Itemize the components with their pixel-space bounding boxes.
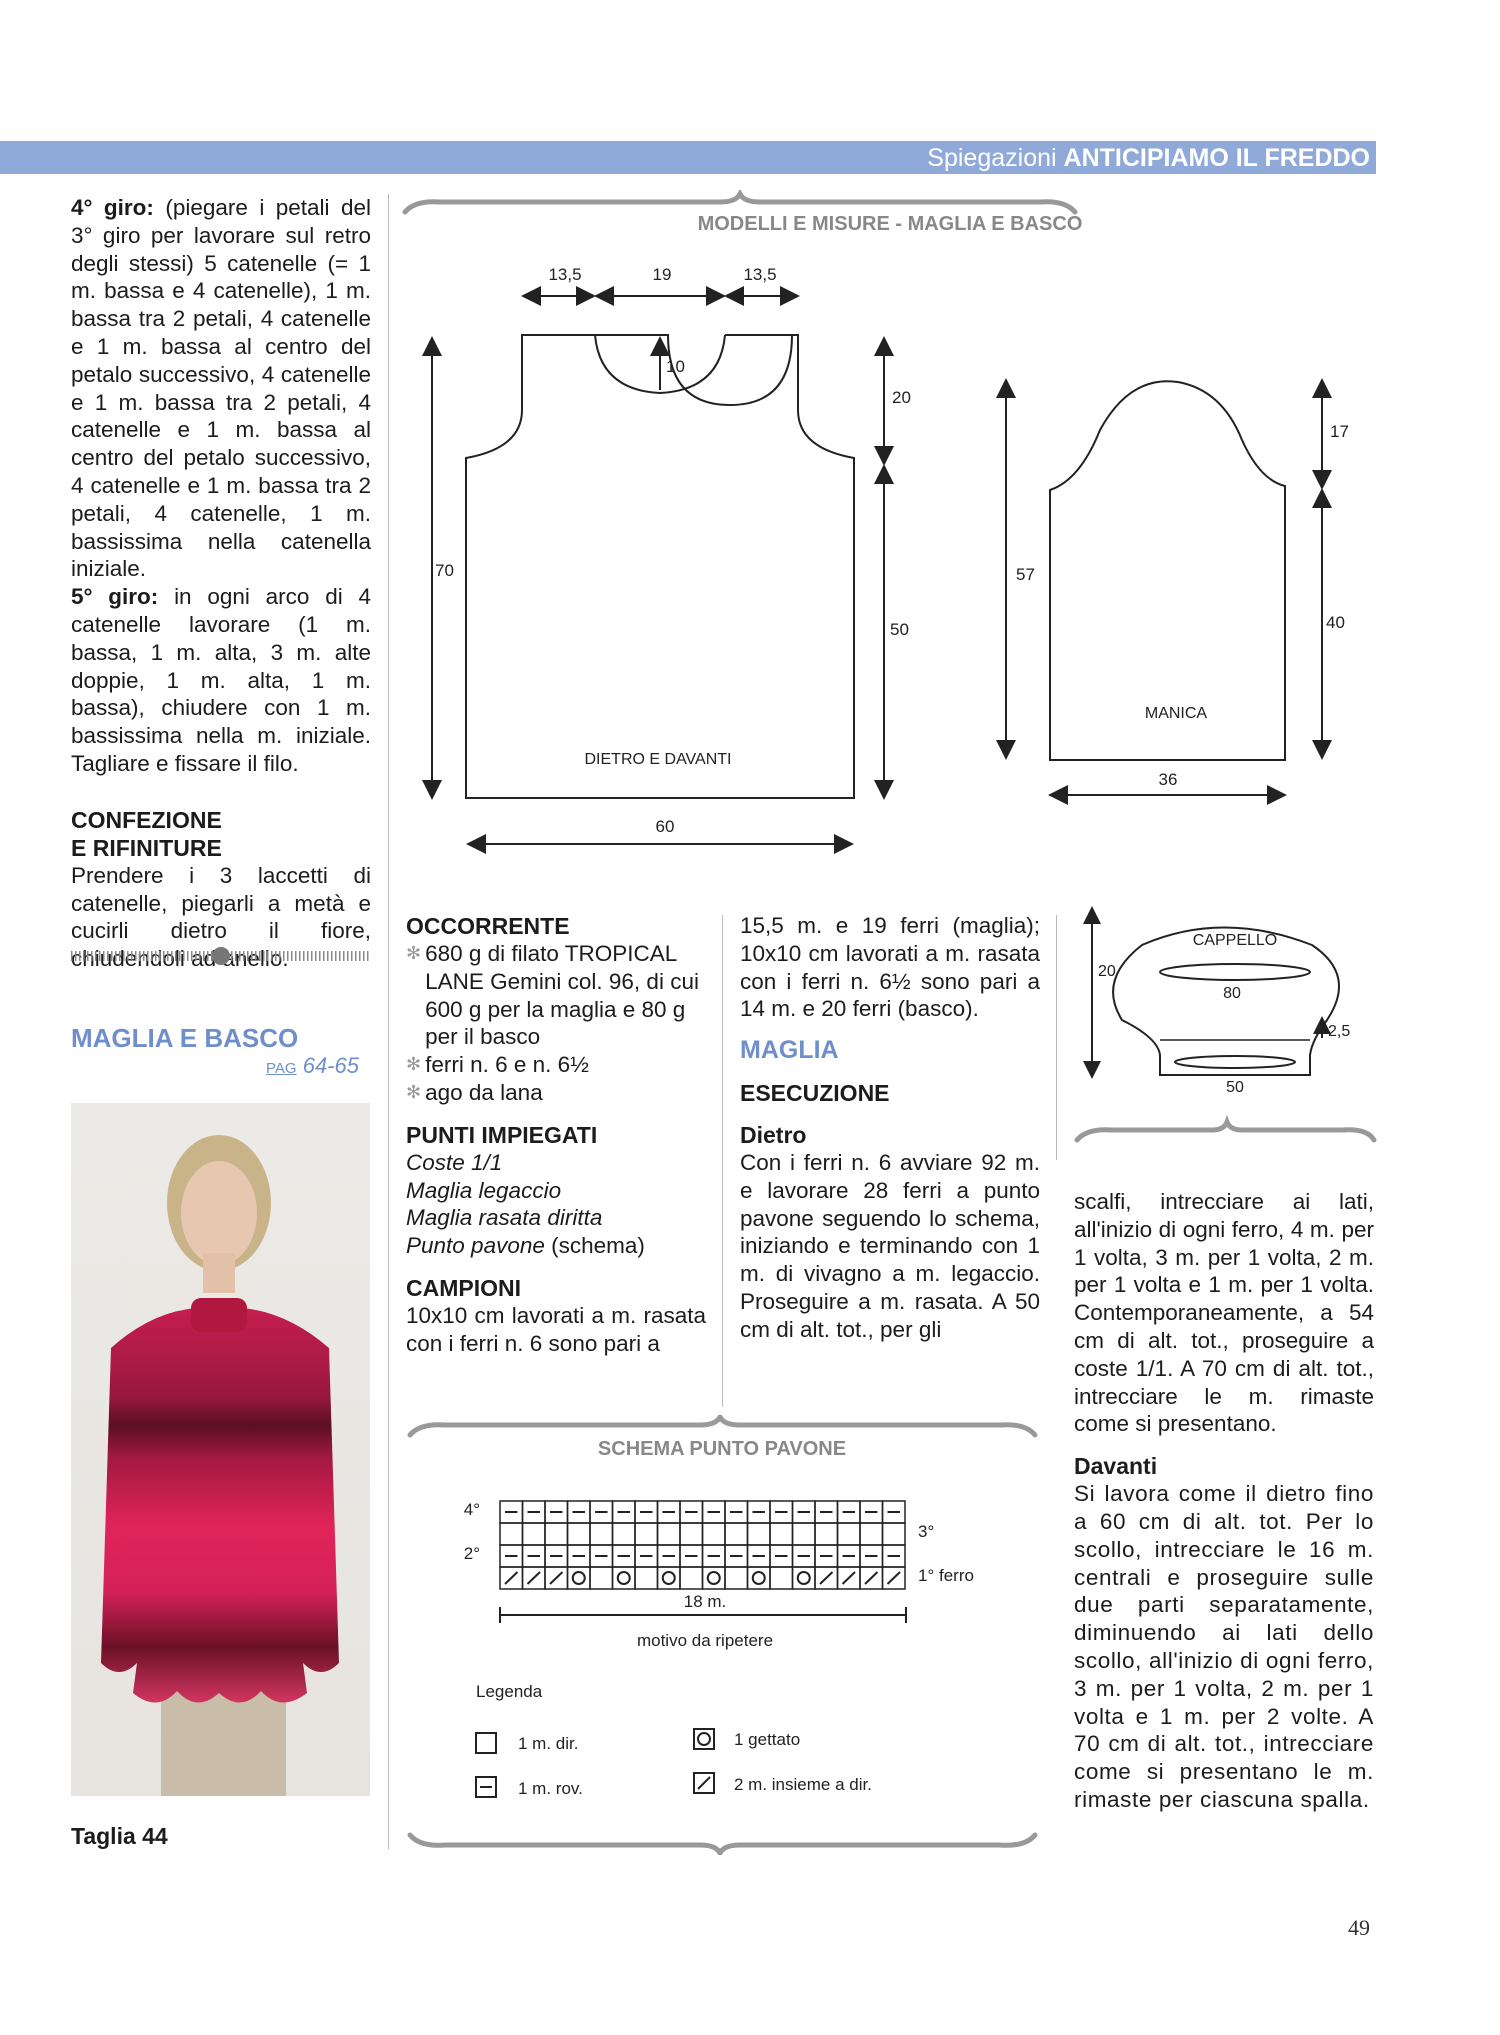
chart-cell xyxy=(770,1523,793,1545)
front-top-left-measure: 13,5 xyxy=(548,265,582,284)
campioni-text-a: 10x10 cm lavorati a m. rasata con i ferri n. 6 sono pari a xyxy=(406,1302,706,1356)
round-5-text: in ogni arco di 4 catenelle lavorare (1 m. bassa, 1 m. alta, 3 m. alte doppie, 1 m. alta, 1 m. bassa), chiudere con 1 m. bassissima nella m. iniziale. Tagliare e fissare il filo. xyxy=(71,584,371,776)
chart-cell xyxy=(748,1567,771,1589)
chart-cell xyxy=(523,1523,546,1545)
front-back-label: DIETRO E DAVANTI xyxy=(584,751,732,768)
legend-yo-label: 1 gettato xyxy=(734,1730,801,1749)
chart-cell xyxy=(658,1567,681,1589)
dietro-title: Dietro xyxy=(740,1121,807,1148)
chart-grid xyxy=(500,1501,905,1589)
diagram-title: MODELLI E MISURE - MAGLIA E BASCO xyxy=(697,213,1083,235)
chart-cell xyxy=(680,1523,703,1545)
chart-cell xyxy=(725,1567,748,1589)
chart-cell xyxy=(680,1567,703,1589)
chart-cell xyxy=(725,1523,748,1545)
pag-label: PAG xyxy=(266,1060,297,1077)
size-label: Taglia 44 xyxy=(71,1823,168,1849)
round-4-text: (piegare i petali del 3° giro per lavorare sul retro degli stessi) 5 catenelle (= 1 m. bassa e 4 catenelle), 1 m. bassa tra 2 petali, 4 catenelle e 1 m. bassa al centro del petalo successivo, 4 catenelle e 1 m. bassa tra 2 petali, 4 catenelle e 1 m. bassa al centro del petalo successivo, 4 catenelle e 1 m. bassa tra 2 petali, 4 catenelle, 1 m. bassissima nella catenella iniziale. xyxy=(71,195,371,582)
chart-cell xyxy=(590,1567,613,1589)
row-4-label: 4° xyxy=(463,1500,480,1519)
hat-bottom-measure: 50 xyxy=(1226,1079,1244,1096)
column-2-text xyxy=(406,912,706,1358)
yo-mark xyxy=(573,1572,585,1584)
legend-title: Legenda xyxy=(476,1682,543,1701)
column-rule-3 xyxy=(1056,915,1057,1160)
sleeve-label: MANICA xyxy=(1144,705,1208,722)
hat-height-measure: 20 xyxy=(1098,963,1116,980)
chart-cell xyxy=(703,1523,726,1545)
diagram-banner xyxy=(405,194,1075,212)
chart-cell xyxy=(635,1567,658,1589)
front-top-right-measure: 13,5 xyxy=(743,265,777,284)
column-rule-1 xyxy=(388,194,389,1849)
yo-mark xyxy=(753,1572,765,1584)
chart-cell xyxy=(500,1523,523,1545)
sleeve-total-length: 57 xyxy=(1016,565,1035,584)
front-width-measure: 60 xyxy=(655,817,675,836)
neck-depth-measure: 10 xyxy=(666,357,685,376)
column-4-text xyxy=(1074,1188,1374,1814)
k2tog-mark xyxy=(888,1572,901,1584)
column-1-text xyxy=(71,194,371,973)
esecuzione-title: ESECUZIONE xyxy=(740,1079,890,1106)
hat-top-measure: 80 xyxy=(1223,985,1241,1002)
legend-knit-label: 1 m. dir. xyxy=(518,1734,579,1753)
hat-diagram xyxy=(1072,900,1382,1160)
row-1-label: 1° ferro xyxy=(918,1566,974,1585)
k2tog-mark xyxy=(865,1572,878,1584)
sleeve-width-measure: 36 xyxy=(1158,770,1178,789)
campioni-title: CAMPIONI xyxy=(406,1274,521,1301)
punto-pavone: Punto pavone (schema) xyxy=(406,1233,645,1259)
yo-mark xyxy=(618,1572,630,1584)
chart-cell xyxy=(815,1523,838,1545)
occorrente-item-1: ✻ 680 g di filato TROPICAL LANE Gemini col. 96, di cui 600 g per la maglia e 80 g per il basco xyxy=(406,941,699,1050)
model-title: MAGLIA E BASCO xyxy=(71,1023,299,1053)
armhole-measure: 20 xyxy=(892,388,911,407)
chart-cell xyxy=(613,1567,636,1589)
decorative-separator xyxy=(71,946,371,966)
legend-k2tog-label: 2 m. insieme a dir. xyxy=(734,1775,872,1794)
chart-cell xyxy=(703,1567,726,1589)
chart-cell xyxy=(635,1523,658,1545)
k2tog-mark xyxy=(843,1572,856,1584)
chart-cell xyxy=(793,1567,816,1589)
round-4-label: 4° giro: xyxy=(71,195,154,220)
occorrente-title: OCCORRENTE xyxy=(406,913,570,939)
davanti-text: Si lavora come il dietro fino a 60 cm di alt. tot. Per lo scollo, intrecciare le 16 m. centrali e proseguire sulle due parti separatamente, diminuendo ai lati dello scollo, all'inizio di ogni ferro, 3 m. per 1 volta, 2 m. per 1 volta e 1 m. per 2 volte. A 70 cm di alt. tot., intrecciare come si presentano le m. rimaste per ciascuna spalla. xyxy=(1074,1481,1374,1812)
chart-cell xyxy=(545,1523,568,1545)
k2tog-mark xyxy=(820,1572,833,1584)
sweater-illustration xyxy=(71,1103,370,1796)
chart-cell xyxy=(883,1523,906,1545)
hat-band-measure: 2,5 xyxy=(1328,1023,1351,1040)
confezione-title-2: E RIFINITURE xyxy=(71,834,222,861)
davanti-title: Davanti xyxy=(1074,1453,1158,1480)
yo-mark xyxy=(708,1572,720,1584)
punti-title: PUNTI IMPIEGATI xyxy=(406,1121,598,1148)
k2tog-mark xyxy=(528,1572,541,1584)
schema-title: SCHEMA PUNTO PAVONE xyxy=(597,1438,847,1460)
front-back-piece xyxy=(466,335,854,798)
confezione-title-1: CONFEZIONE xyxy=(71,806,222,833)
chart-cell xyxy=(568,1567,591,1589)
chart-cell xyxy=(793,1523,816,1545)
campioni-text-b: 15,5 m. e 19 ferri (maglia); 10x10 cm lavorati a m. rasata con i ferri n. 6½ sono pari a 14 m. e 20 ferri (basco). xyxy=(740,913,1040,1022)
k2tog-mark xyxy=(505,1572,518,1584)
confezione-text: Prendere i 3 laccetti di catenelle, piegarli a metà e cucirli dietro il fiore, xyxy=(71,862,371,944)
page-reference xyxy=(266,1053,359,1079)
legend-purl-label: 1 m. rov. xyxy=(518,1779,583,1798)
occorrente-item-3: ✻ ago da lana xyxy=(406,1079,543,1105)
measurements-diagram xyxy=(400,190,1380,880)
repeat-count: 18 m. xyxy=(683,1592,727,1611)
sleeve-piece xyxy=(1050,381,1285,760)
chart-cell xyxy=(568,1523,591,1545)
row-2-label: 2° xyxy=(463,1544,480,1563)
repeat-label: motivo da ripetere xyxy=(636,1631,774,1650)
body-length-measure: 50 xyxy=(890,620,909,639)
pag-pages: 64-65 xyxy=(302,1053,359,1078)
chart-cell xyxy=(838,1523,861,1545)
round-5-label: 5° giro: xyxy=(71,584,159,610)
yo-mark xyxy=(663,1572,675,1584)
punto-coste: Coste 1/1 xyxy=(406,1149,503,1175)
row-3-label: 3° xyxy=(918,1522,935,1541)
chart-cell xyxy=(770,1567,793,1589)
chart-cell xyxy=(613,1523,636,1545)
dietro-text: Con i ferri n. 6 avviare 92 m. e lavorare 28 ferri a punto pavone seguendo lo schema, iniziando e terminando con 1 m. di vivagno a m. legaccio. Proseguire a m. rasata. A 50 cm di alt. tot., per gli xyxy=(740,1149,1040,1342)
running-header xyxy=(927,141,1370,174)
maglia-title: MAGLIA xyxy=(740,1036,839,1065)
punto-legaccio: Maglia legaccio xyxy=(406,1177,562,1203)
chart-cell xyxy=(748,1523,771,1545)
occorrente-item-2: ✻ ferri n. 6 e n. 6½ xyxy=(406,1052,589,1078)
chart-cell xyxy=(658,1523,681,1545)
model-photo xyxy=(71,1103,370,1796)
front-total-length: 70 xyxy=(435,561,454,580)
sleeve-cap-measure: 17 xyxy=(1330,422,1349,441)
chart-cell xyxy=(860,1523,883,1545)
yo-mark xyxy=(798,1572,810,1584)
legend-knit-symbol xyxy=(476,1733,496,1753)
dietro-continuation: scalfi, intrecciare ai lati, all'inizio di ogni ferro, 4 m. per 1 volta, 3 m. per 1 volta, 2 m. per 1 volta e 1 m. per 1 volta. Contemporaneamente, a 54 cm di alt. tot., proseguire a coste 1/1. A 70 cm di alt. tot., intrecciare le m. rimaste come si presentano. xyxy=(1074,1189,1374,1437)
stitch-chart xyxy=(400,1415,1050,1855)
header-section: Spiegazioni xyxy=(927,144,1057,172)
column-3-text xyxy=(740,912,1040,1344)
column-rule-2 xyxy=(722,915,723,1407)
chart-cell xyxy=(590,1523,613,1545)
hat-label: CAPPELLO xyxy=(1192,932,1278,949)
front-top-mid-measure: 19 xyxy=(652,265,672,284)
punto-rasata: Maglia rasata diritta xyxy=(406,1205,603,1231)
page-number: 49 xyxy=(1348,1915,1370,1940)
k2tog-mark xyxy=(550,1572,563,1584)
sleeve-lower-measure: 40 xyxy=(1326,613,1345,632)
header-title: ANTICIPIAMO IL FREDDO xyxy=(1063,144,1370,172)
